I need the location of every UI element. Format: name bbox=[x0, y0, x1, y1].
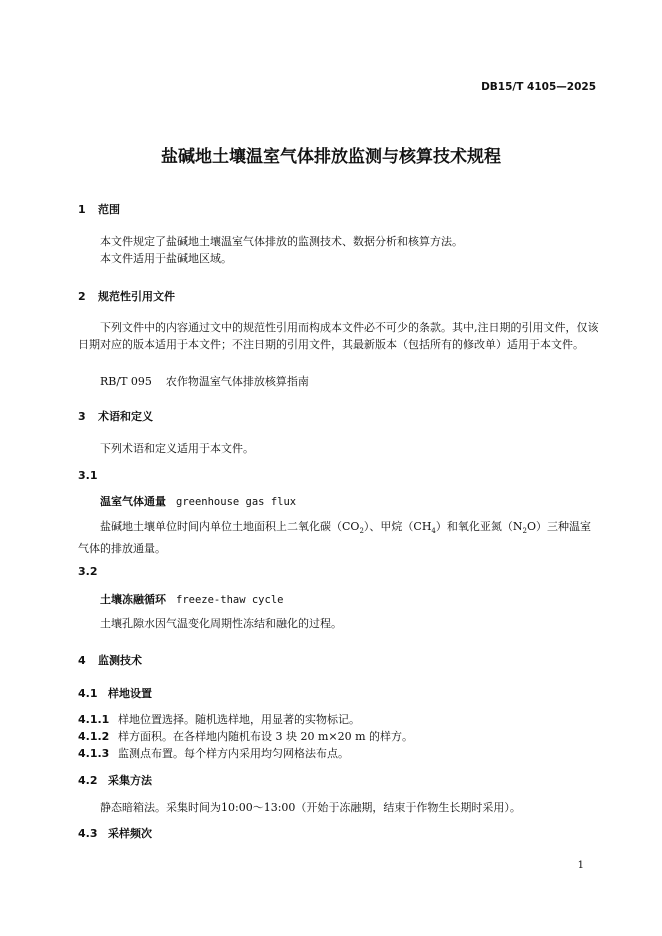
section-1-heading bbox=[78, 201, 120, 217]
list-item bbox=[78, 711, 360, 727]
section-number: 4 bbox=[78, 654, 86, 667]
section-4-heading bbox=[78, 652, 142, 668]
section-number: 4.2 bbox=[78, 774, 98, 787]
section-number: 4.1 bbox=[78, 687, 98, 700]
reference-title: 农作物温室气体排放核算指南 bbox=[165, 375, 309, 388]
list-item bbox=[78, 745, 349, 761]
section-4-1-heading bbox=[78, 685, 152, 701]
section-3-heading bbox=[78, 408, 153, 424]
list-item-text: 监测点布置。每个样方内采用均匀网格法布点。 bbox=[118, 747, 349, 760]
section-title: 术语和定义 bbox=[98, 410, 153, 423]
document-id: DB15/T 4105—2025 bbox=[481, 81, 596, 93]
list-item-number: 4.1.2 bbox=[78, 730, 110, 743]
section-number: 3 bbox=[78, 410, 86, 423]
list-item-number: 4.1.1 bbox=[78, 713, 110, 726]
list-item-number: 4.1.3 bbox=[78, 747, 110, 760]
document-title: 盐碱地土壤温室气体排放监测与核算技术规程 bbox=[161, 147, 501, 167]
section-title: 采样频次 bbox=[108, 827, 152, 840]
section-1-paragraph-2: 本文件适用于盐碱地区域。 bbox=[100, 252, 232, 265]
term-chinese: 温室气体通量 bbox=[100, 495, 166, 508]
list-item-text: 样地位置选择。随机选样地，用显著的实物标记。 bbox=[118, 713, 360, 726]
list-item-text: 样方面积。在各样地内随机布设 3 块 20 m×20 m 的样方。 bbox=[118, 730, 414, 743]
section-4-3-heading bbox=[78, 825, 152, 841]
def-part: ）和氧化亚氮（N bbox=[435, 520, 523, 533]
reference-code: RB/T 095 bbox=[100, 375, 152, 388]
section-title: 范围 bbox=[98, 203, 120, 216]
normative-reference bbox=[100, 373, 309, 389]
section-title: 规范性引用文件 bbox=[98, 290, 175, 303]
term-chinese: 土壤冻融循环 bbox=[100, 593, 166, 606]
section-title: 监测技术 bbox=[98, 654, 142, 667]
term-3-2-definition: 土壤孔隙水因气温变化周期性冻结和融化的过程。 bbox=[100, 617, 342, 630]
section-4-2-heading bbox=[78, 772, 152, 788]
section-title: 采集方法 bbox=[108, 774, 152, 787]
section-2-paragraph-1: 下列文件中的内容通过文中的规范性引用而构成本文件必不可少的条款。其中,注日期的引用文件，仅该日期对应的版本适用于本文件；不注日期的引用文件，其最新版本（包括所有的修改单）适用于本文件。 bbox=[78, 321, 599, 351]
section-number: 1 bbox=[78, 203, 86, 216]
page-number: 1 bbox=[577, 860, 584, 871]
section-1-paragraph-1: 本文件规定了盐碱地土壤温室气体排放的监测技术、数据分析和核算方法。 bbox=[100, 235, 463, 248]
section-4-2-paragraph-1: 静态暗箱法。采集时间为10:00～13:00（开始于冻融期，结束于作物生长期时采用）。 bbox=[100, 801, 521, 814]
term-english: greenhouse gas flux bbox=[176, 496, 297, 508]
def-part: O）三种温室气体的排放通量。 bbox=[78, 520, 592, 556]
subscript: 2 bbox=[522, 527, 527, 536]
term-3-1-heading bbox=[100, 493, 296, 509]
section-3-paragraph-1: 下列术语和定义适用于本文件。 bbox=[100, 442, 254, 455]
section-title: 样地设置 bbox=[108, 687, 152, 700]
list-item bbox=[78, 728, 413, 744]
term-english: freeze-thaw cycle bbox=[176, 594, 284, 606]
def-part: ）、甲烷（CH bbox=[363, 520, 432, 533]
section-number: 2 bbox=[78, 290, 86, 303]
def-part: 盐碱地土壤单位时间内单位土地面积上二氧化碳（CO bbox=[100, 520, 360, 533]
term-3-2-number: 3.2 bbox=[78, 565, 98, 578]
term-3-2-heading bbox=[100, 591, 283, 607]
term-3-1-number: 3.1 bbox=[78, 469, 98, 482]
section-2-heading bbox=[78, 288, 175, 304]
section-number: 4.3 bbox=[78, 827, 98, 840]
subscript: 4 bbox=[431, 527, 436, 536]
term-3-1-definition bbox=[78, 518, 600, 557]
subscript: 2 bbox=[359, 527, 364, 536]
